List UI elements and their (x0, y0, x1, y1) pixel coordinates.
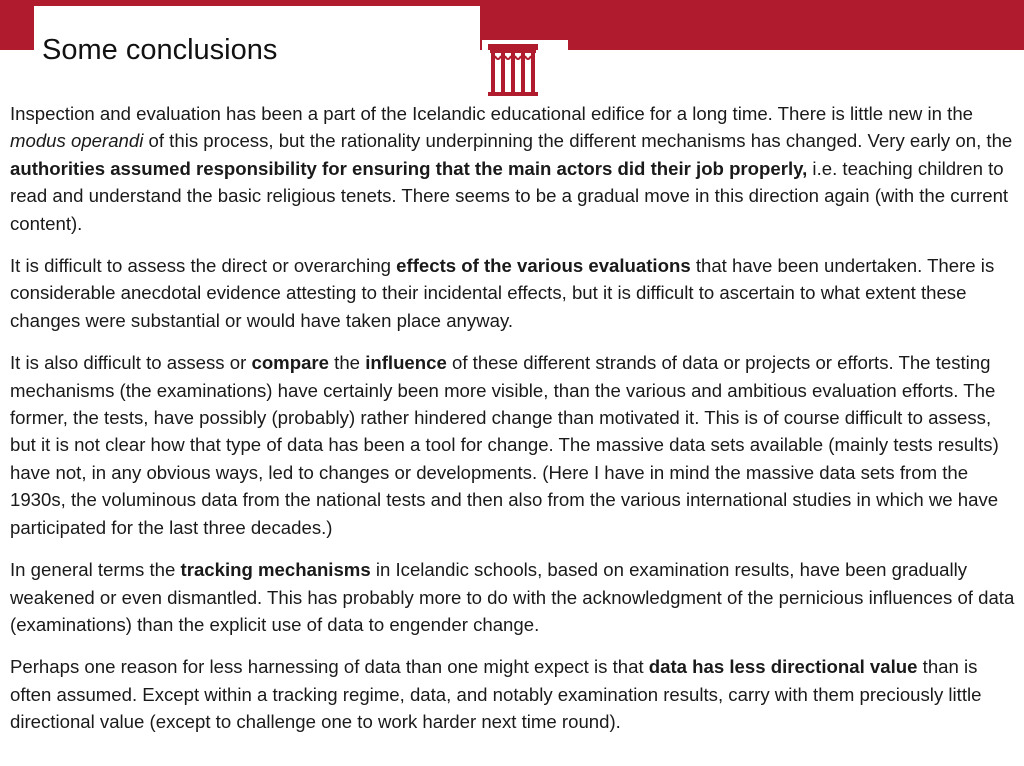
emphasis-text: data has less directional value (648, 656, 918, 678)
body-paragraph (10, 653, 1018, 735)
emphasis-text: authorities assumed responsibility for ensuring that the main actors did their job properly, (10, 157, 808, 179)
university-building-logo-icon (482, 40, 568, 98)
paragraph-text: In general terms the (10, 559, 181, 581)
body-paragraph (10, 556, 1018, 638)
slide-body (10, 100, 1018, 751)
paragraph-text: It is difficult to assess the direct or overarching (10, 255, 397, 277)
header-divider-strip (566, 50, 1024, 64)
emphasis-text: compare (251, 352, 329, 374)
paragraph-text: of this process, but the rationality underpinning the different mechanisms has changed. Very early on, the (143, 130, 1013, 152)
paragraph-text: of these different strands of data or projects or efforts. The testing mechanisms (the examinations) have certainly been more visible, than the various and ambitious evaluation efforts. The former, the tests, have possibly (probably) rather hindered change than motivated it. This is of course difficult to assess, but it is not clear how that type of data has been a tool for change. The massive data sets available (mainly tests results) have not, in any obvious ways, led to changes or developments. (Here I have in mind the massive data sets from the 1930s, the voluminous data from the national tests and then also from the various international studies in which we have participated for the last three decades.) (10, 352, 999, 538)
italic-text: modus operandi (10, 130, 144, 152)
paragraph-text: i.e. teaching children to read and understand the basic religious tenets. There seems to be a gradual move in this direction again (with the current content). (10, 157, 1009, 234)
emphasis-text: influence (365, 352, 447, 374)
paragraph-text: Inspection and evaluation has been a part of the Icelandic educational edifice for a long time. There is little new in the (10, 103, 974, 124)
paragraph-text: than is often assumed. Except within a tracking regime, data, and notably examination results, carry with them preciously little directional value (except to challenge one to work harder next time round). (10, 656, 982, 733)
body-paragraph (10, 252, 1018, 334)
paragraph-text: the (329, 352, 366, 374)
body-paragraph (10, 349, 1018, 541)
page-title: Some conclusions (42, 34, 278, 66)
body-paragraph (10, 100, 1018, 237)
paragraph-text: in Icelandic schools, based on examination results, have been gradually weakened or even dismantled. This has probably more to do with the acknowledgment of the pernicious influences of data (examinations) than the explicit use of data to engender change. (10, 559, 1015, 635)
emphasis-text: effects of the various evaluations (396, 255, 691, 277)
paragraph-text: that have been undertaken. There is considerable anecdotal evidence attesting to their incidental effects, but it is difficult to ascertain to what extent these changes were substantial or would have taken place anyway. (10, 255, 995, 331)
emphasis-text: tracking mechanisms (180, 559, 371, 581)
paragraph-text: Perhaps one reason for less harnessing of data than one might expect is that (10, 656, 649, 678)
paragraph-text: It is also difficult to assess or (10, 352, 252, 374)
